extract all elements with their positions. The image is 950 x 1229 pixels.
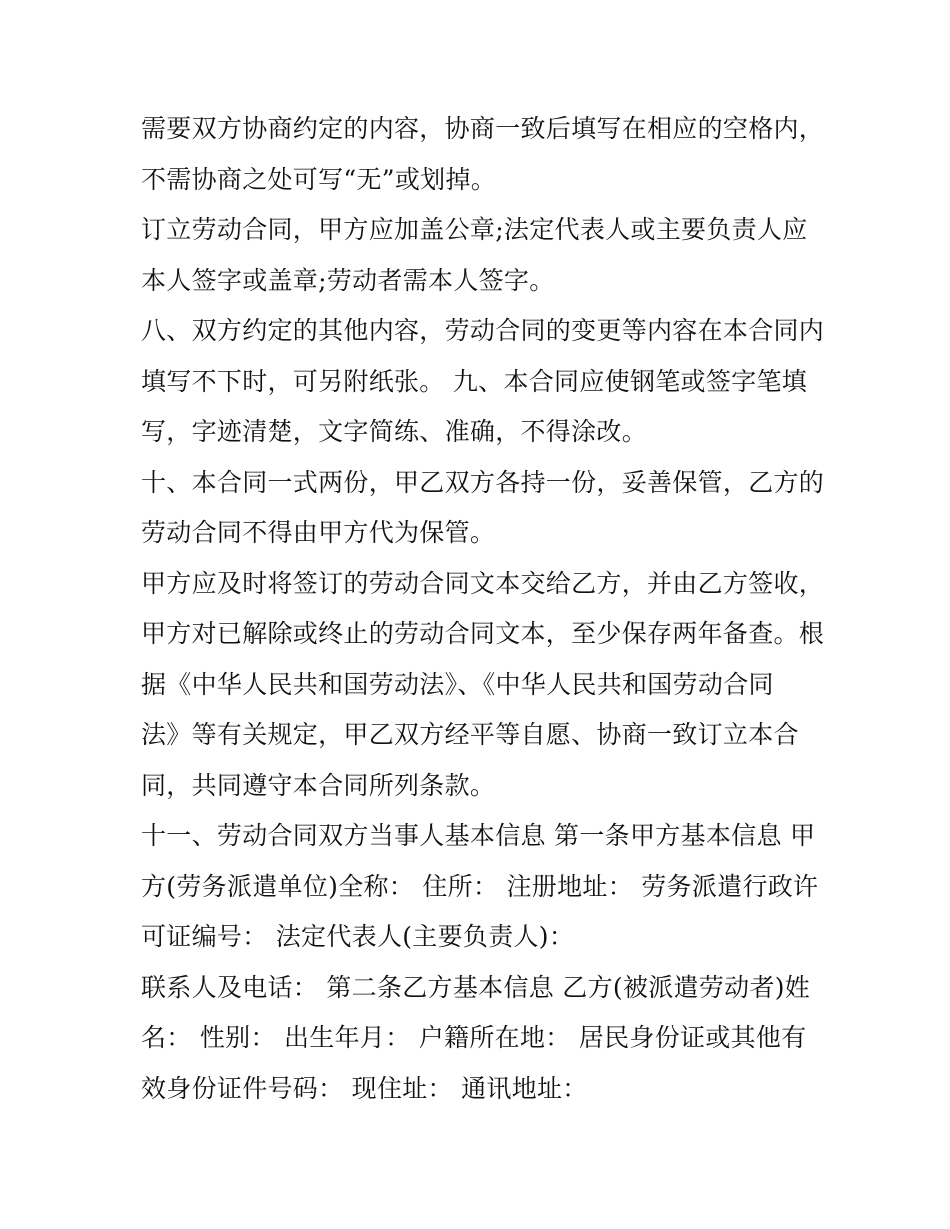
text-line: 方(劳务派遣单位)全称： 住所： 注册地址： 劳务派遣行政许 bbox=[141, 871, 819, 901]
text-line: 效身份证件号码： 现住址： 通讯地址： bbox=[141, 1073, 588, 1103]
text-line: 不需协商之处可写“无”或划掉。 bbox=[141, 164, 497, 194]
text-line: 劳动合同不得由甲方代为保管。 bbox=[141, 518, 496, 547]
document-body bbox=[141, 104, 825, 1114]
text-line: 甲方应及时将签订的劳动合同文本交给乙方，并由乙方签收， bbox=[141, 568, 825, 598]
text-line: 十、本合同一式两份，甲乙双方各持一份，妥善保管，乙方的 bbox=[141, 467, 825, 497]
text-line: 法》等有关规定，甲乙双方经平等自愿、协商一致订立本合 bbox=[141, 720, 799, 749]
text-line: 八、双方约定的其他内容，劳动合同的变更等内容在本合同内 bbox=[141, 316, 825, 345]
text-line: 十一、劳动合同双方当事人基本信息 第一条甲方基本信息 甲 bbox=[141, 821, 816, 850]
text-line: 联系人及电话： 第二条乙方基本信息 乙方(被派遣劳动者)姓 bbox=[141, 972, 811, 1002]
text-line: 名： 性别： 出生年月： 户籍所在地： 居民身份证或其他有 bbox=[141, 1023, 807, 1052]
text-line: 同，共同遵守本合同所列条款。 bbox=[141, 770, 496, 800]
text-line: 填写不下时，可另附纸张。 九、本合同应使钢笔或签字笔填 bbox=[141, 366, 808, 396]
text-line: 可证编号： 法定代表人(主要负责人)： bbox=[141, 922, 575, 951]
text-line: 甲方对已解除或终止的劳动合同文本，至少保存两年备查。根 bbox=[141, 619, 825, 648]
text-line: 本人签字或盖章;劳动者需本人签字。 bbox=[141, 265, 555, 295]
text-line: 需要双方协商约定的内容，协商一致后填写在相应的空格内， bbox=[141, 114, 825, 143]
text-line: 据《中华人民共和国劳动法》、《中华人民共和国劳动合同 bbox=[141, 669, 774, 699]
text-line: 写，字迹清楚，文字简练、准确，不得涂改。 bbox=[141, 417, 648, 446]
text-line: 订立劳动合同，甲方应加盖公章;法定代表人或主要负责人应 bbox=[141, 215, 808, 244]
